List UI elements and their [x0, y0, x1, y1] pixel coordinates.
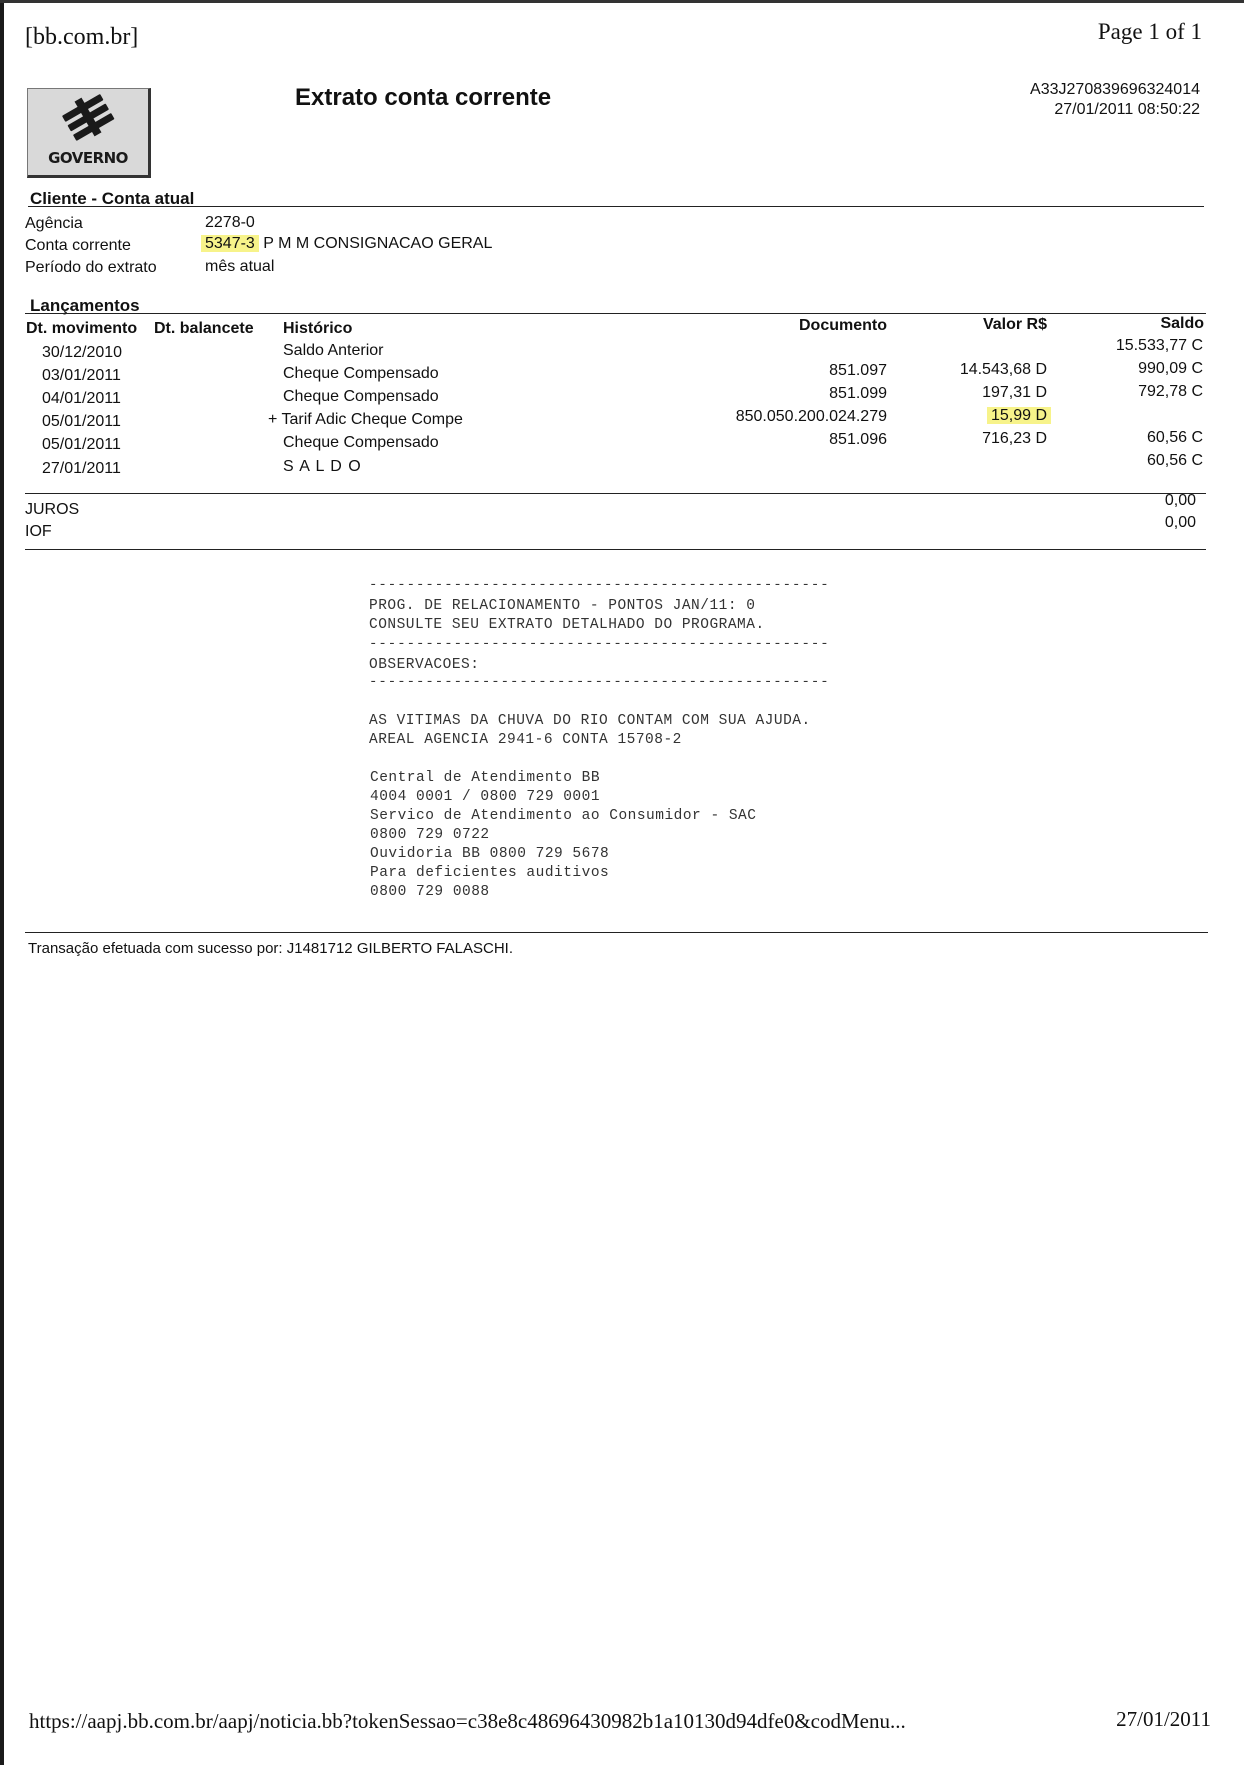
site-label: [bb.com.br]: [25, 24, 139, 50]
transaction-text: Transação efetuada com sucesso por: J1481712 GILBERTO FALASCHI.: [28, 940, 513, 957]
row-4-valor-highlight: 15,99 D: [987, 407, 1051, 424]
header-dt-balancete: Dt. balancete: [154, 320, 254, 337]
agencia-value: 2278-0: [205, 214, 255, 231]
page-number: Page 1 of 1: [1097, 19, 1202, 44]
notes-sac: Servico de Atendimento ao Consumidor - SAC: [370, 808, 757, 824]
conta-label: Conta corrente: [25, 237, 131, 254]
row-5-valor: 716,23 D: [982, 430, 1047, 447]
scan-top-edge: [0, 0, 1244, 3]
notes-prog-line: PROG. DE RELACIONAMENTO - PONTOS JAN/11: 0: [369, 598, 756, 614]
notes-dash-2: -------------------------------------------------: [369, 636, 830, 652]
notes-deficientes: Para deficientes auditivos: [370, 865, 610, 881]
row-1-historico: Saldo Anterior: [283, 342, 384, 359]
row-2-valor: 14.543,68 D: [959, 361, 1047, 378]
row-4-documento: 850.050.200.024.279: [735, 408, 887, 425]
client-section-title: Cliente - Conta atual: [30, 189, 195, 208]
lancamentos-title: Lançamentos: [30, 296, 140, 315]
juros-label: JUROS: [25, 501, 80, 518]
row-3-historico: Cheque Compensado: [283, 388, 439, 405]
notes-dash-3: -------------------------------------------------: [369, 674, 830, 690]
row-2-dt: 03/01/2011: [42, 367, 121, 384]
header-documento: Documento: [799, 317, 887, 334]
totals-bottom-rule: [25, 549, 1206, 550]
notes-central-phones: 4004 0001 / 0800 729 0001: [370, 789, 601, 805]
header-dt-movimento: Dt. movimento: [26, 320, 138, 337]
row-5-documento: 851.096: [829, 431, 887, 448]
document-datetime: 27/01/2011 08:50:22: [1054, 101, 1200, 118]
notes-consulte-line: CONSULTE SEU EXTRATO DETALHADO DO PROGRAMA.: [369, 617, 765, 633]
row-5-saldo: 60,56 C: [1146, 429, 1203, 446]
conta-name: P M M CONSIGNACAO GERAL: [263, 235, 493, 252]
notes-central: Central de Atendimento BB: [370, 770, 601, 786]
notes-dash-1: -------------------------------------------------: [369, 577, 830, 593]
conta-number: 5347-3: [201, 235, 259, 252]
periodo-value: mês atual: [205, 258, 275, 275]
row-5-dt: 05/01/2011: [42, 436, 121, 453]
row-2-historico: Cheque Compensado: [283, 365, 439, 382]
notes-ouvidoria: Ouvidoria BB 0800 729 5678: [370, 846, 610, 862]
notes-sac-phone: 0800 729 0722: [370, 827, 490, 843]
row-3-dt: 04/01/2011: [42, 390, 121, 407]
row-4-valor: [987, 407, 1051, 425]
header-saldo: Saldo: [1160, 315, 1204, 332]
row-6-dt: 27/01/2011: [42, 460, 121, 477]
agencia-label: Agência: [25, 215, 83, 232]
row-6-historico: S A L D O: [283, 458, 362, 475]
row-5-historico: Cheque Compensado: [283, 434, 439, 451]
iof-label: IOF: [25, 523, 52, 540]
header-historico: Histórico: [283, 320, 353, 337]
transaction-rule: [25, 932, 1208, 933]
row-2-saldo: 990,09 C: [1138, 360, 1203, 377]
notes-deficientes-phone: 0800 729 0088: [370, 884, 490, 900]
notes-obs-label: OBSERVACOES:: [369, 657, 480, 673]
row-4-dt: 05/01/2011: [42, 413, 121, 430]
document-title: Extrato conta corrente: [295, 84, 552, 111]
document-code: A33J270839696324014: [1030, 81, 1200, 98]
row-3-documento: 851.099: [829, 385, 887, 402]
row-3-saldo: 792,78 C: [1138, 383, 1203, 400]
conta-value: [201, 235, 492, 253]
iof-value: 0,00: [1164, 514, 1196, 531]
footer-url[interactable]: https://aapj.bb.com.br/aapj/noticia.bb?tokenSessao=c38e8c48696430982b1a10130d94dfe0&codMenu...: [29, 1709, 906, 1733]
scan-left-edge: [0, 0, 4, 1765]
row-4-historico: + Tarif Adic Cheque Compe: [268, 411, 463, 428]
header-valor: Valor R$: [982, 316, 1047, 333]
notes-areal-line: AREAL AGENCIA 2941-6 CONTA 15708-2: [369, 732, 682, 748]
totals-top-rule: [25, 493, 1206, 494]
lancamentos-rule: [25, 313, 1206, 314]
row-6-saldo: 60,56 C: [1146, 452, 1203, 469]
row-2-documento: 851.097: [829, 362, 887, 379]
juros-value: 0,00: [1164, 492, 1196, 509]
footer-date: 27/01/2011: [1116, 1707, 1211, 1731]
client-rule: [28, 206, 1204, 207]
logo-caption: GOVERNO: [48, 149, 128, 167]
notes-chuva-line: AS VITIMAS DA CHUVA DO RIO CONTAM COM SUA AJUDA.: [369, 713, 811, 729]
row-1-saldo: 15.533,77 C: [1115, 337, 1203, 354]
row-3-valor: 197,31 D: [982, 384, 1047, 401]
bank-logo: [27, 88, 151, 178]
periodo-label: Período do extrato: [25, 259, 157, 276]
row-1-dt: 30/12/2010: [42, 344, 123, 361]
